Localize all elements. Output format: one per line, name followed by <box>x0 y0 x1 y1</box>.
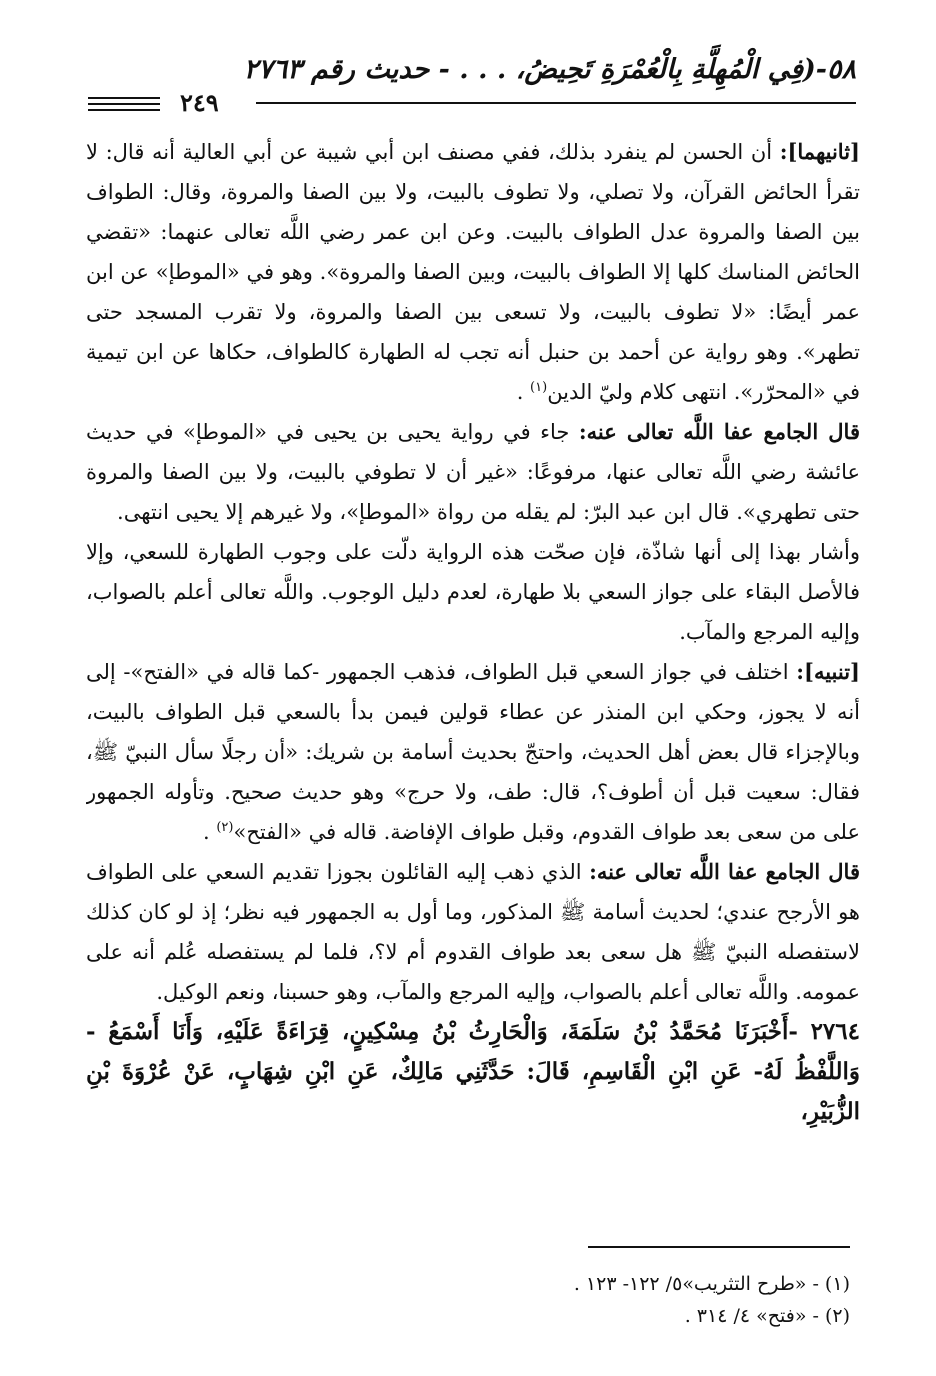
hadith-2764-start: ٢٧٦٤ -أَخْبَرَنَا مُحَمَّدُ بْنُ سَلَمَةَ، وَالْحَارِثُ بْنُ مِسْكِينٍ، قِرَاءَةً عَلَيْهِ، وَأَنَا أَسْمَعُ - وَاللَّفْظُ لَهُ- عَنِ ابْنِ الْقَاسِمِ، قَالَ: حَدَّثَنِي مَالِكٌ، عَنِ ابْنِ شِهَابٍ، عَنْ عُرْوَةَ بْنِ الزُّبَيْرِ، <box>86 1018 860 1125</box>
running-title: ٥٨-(فِي الْمُهِلَّةِ بِالْعُمْرَةِ تَحِيضُ، . . . - حديث رقم ٢٧٦٣ <box>243 54 856 85</box>
paragraph-second-point <box>86 132 860 412</box>
page-number-rule <box>88 103 160 105</box>
footnotes <box>76 1268 850 1332</box>
paragraph-lead: قال الجامع عفا اللَّه تعالى عنه: <box>589 859 860 884</box>
page-number-rule <box>88 97 160 99</box>
paragraph-compiler-note <box>86 412 860 532</box>
paragraph-lead: [ثانيهما]: <box>779 139 860 164</box>
paragraph-caution <box>86 652 860 852</box>
page-number: ٢٤٩ <box>180 88 219 117</box>
footnote-marker: (١) <box>530 380 548 395</box>
page-number-rule <box>88 109 160 111</box>
footnote-marker: (٢) <box>216 820 234 835</box>
paragraph-text: اختلف في جواز السعي قبل الطواف، فذهب الجمهور -كما قاله في «الفتح»- إلى أنه لا يجوز، وحكي ابن المنذر عن عطاء قولين فيمن بدأ بالسعي قبل الطواف بالبيت، وبالإجزاء قال بعض أهل الحديث، واحتجّ بحديث أسامة بن شريك: «أن رجلًا سأل النبيّ ﷺ، فقال: سعيت قبل أن أطوف؟، قال: طف، ولا حرج» وهو حديث صحيح. وتأوله الجمهور على من سعى بعد طواف القدوم، وقبل طواف الإفاضة. قاله في «الفتح» <box>86 660 860 844</box>
paragraph-text: الذي ذهب إليه القائلون بجوزا تقديم السعي على الطواف هو الأرجح عندي؛ لحديث أسامة ﷺ المذكور، وما أول به الجمهور فيه نظر؛ إذ لو كان كذلك لاستفصله النبيّ ﷺ هل سعى بعد طواف القدوم أم لا؟، فلما لم يستفصله عُلم أنه على عمومه. واللَّه تعالى أعلم بالصواب، وإليه المرجع والمآب، وهو حسبنا، ونعم الوكيل. <box>86 860 860 1004</box>
paragraph-tail: . <box>516 380 531 404</box>
paragraph-lead: قال الجامع عفا اللَّه تعالى عنه: <box>578 419 860 444</box>
paragraph-text: وأشار بهذا إلى أنها شاذّة، فإن صحّت هذه الرواية دلّت على وجوب الطهارة للسعي، وإلا فالأصل البقاء على جواز السعي بلا طهارة، لعدم دليل الوجوب. واللَّه تعالى أعلم بالصواب، وإليه المرجع والمآب. <box>86 540 860 644</box>
page-header <box>88 52 856 118</box>
paragraph-text: أن الحسن لم ينفرد بذلك، ففي مصنف ابن أبي شيبة عن أبي العالية أنه قال: لا تقرأ الحائض القرآن، ولا تصلي، ولا تطوف بالبيت، ولا بين الصفا والمروة، وقال: الطواف بين الصفا والمروة عدل الطواف بالبيت. وعن ابن عمر رضي اللَّه تعالى عنهما: «تقضي الحائض المناسك كلها إلا الطواف بالبيت، وبين الصفا والمروة». وهو في «الموطإ» عن ابن عمر أيضًا: «لا تطوف بالبيت، ولا تسعى بين الصفا والمروة، ولا تقرب المسجد حتى تطهر». وهو رواية عن أحمد بن حنبل أنه تجب له الطهارة كالطواف، حكاها عن ابن تيمية في «المحرّر». انتهى كلام وليّ الدين <box>86 140 860 404</box>
paragraph-lead: [تنبيه]: <box>796 659 860 684</box>
footnote-1: (١) - «طرح التثريب»٥/ ١٢٢- ١٢٣ . <box>573 1273 850 1295</box>
paragraph-shadh-note <box>86 532 860 652</box>
footnote-rule <box>588 1246 850 1248</box>
paragraph-tail: . <box>202 820 217 844</box>
paragraph-text: جاء في رواية يحيى بن يحيى في «الموطإ» في حديث عائشة رضي اللَّه تعالى عنها، مرفوعًا: «غير أن لا تطوفي بالبيت، ولا بين الصفا والمروة حتى تطهري». قال ابن عبد البرّ: لم يقله من رواة «الموطإ»، ولا غيرهم إلا يحيى انتهى. <box>86 420 860 524</box>
paragraph-compiler-conclusion <box>86 852 860 1012</box>
main-text <box>86 132 860 1232</box>
header-rule <box>256 102 856 104</box>
footnote-2: (٢) - «فتح» ٤/ ٣١٤ . <box>684 1305 850 1327</box>
